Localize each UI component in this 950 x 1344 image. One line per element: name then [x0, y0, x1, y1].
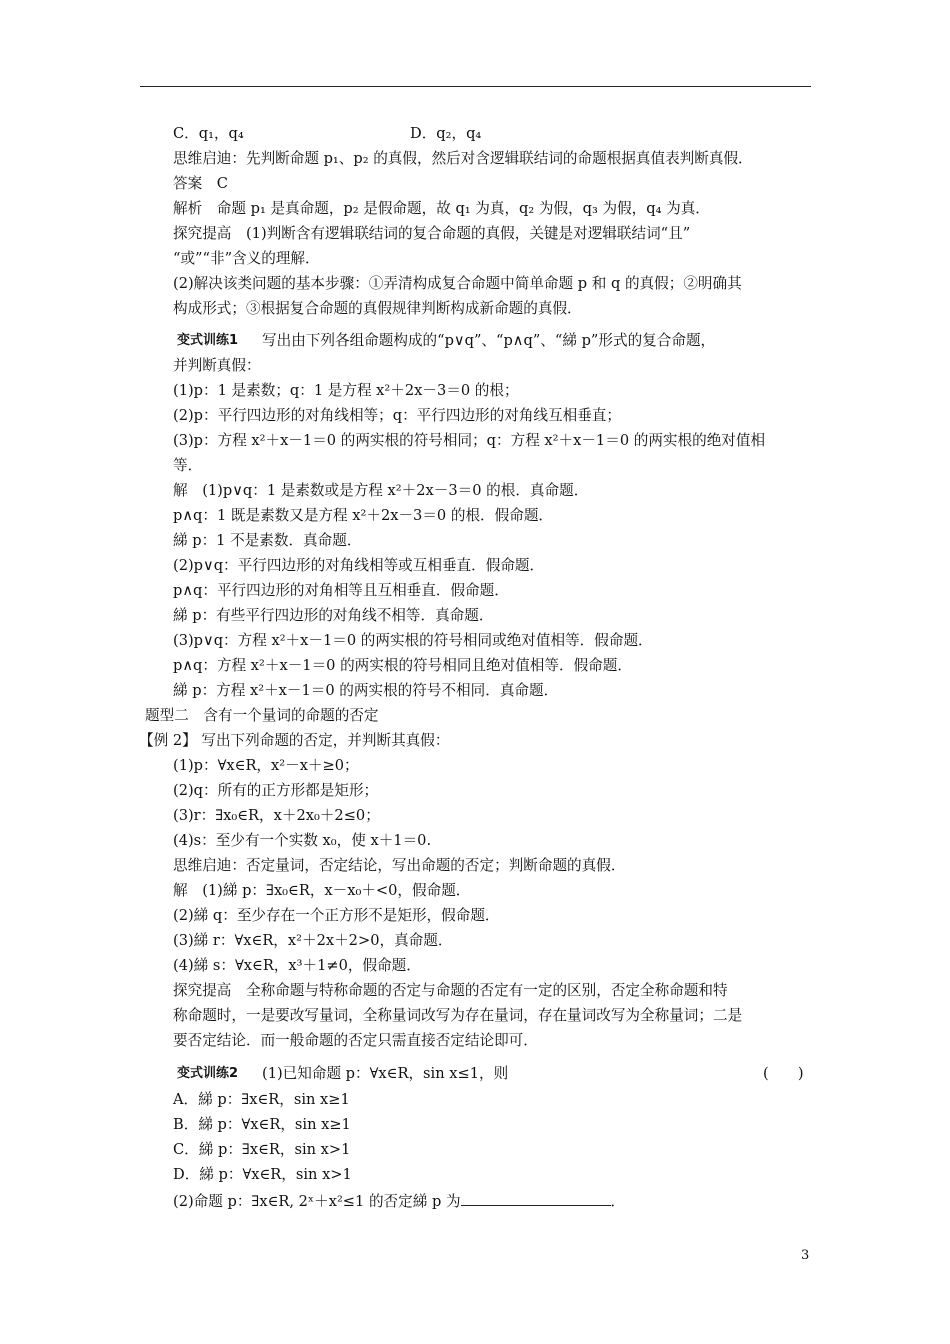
text-line — [173, 1090, 350, 1110]
text-line — [173, 224, 690, 244]
line-text: 写出由下列各组命题构成的“p∨q”、“p∧q”、“綈 p”形式的复合命题， — [262, 332, 716, 349]
line-text: C．q₁，q₄ — [173, 125, 244, 142]
line-text: (2)綈 q：至少存在一个正方形不是矩形，假命题． — [173, 907, 500, 924]
text-line — [173, 1165, 352, 1185]
line-text: (1)p：1 是素数；q：1 是方程 x²＋2x－3＝0 的根； — [173, 382, 519, 399]
line-text: 答案 C — [173, 175, 228, 192]
text-line — [173, 531, 361, 551]
text-line — [173, 299, 582, 319]
line-text: p∧q：平行四边形的对角相等且互相垂直．假命题． — [173, 582, 509, 599]
text-line — [173, 1115, 351, 1135]
line-text: 要否定结论．而一般命题的否定只需直接否定结论即可． — [173, 1032, 538, 1049]
line-text: (2)q：所有的正方形都是矩形； — [173, 782, 379, 799]
text-line — [262, 331, 715, 351]
text-line — [173, 956, 421, 976]
line-text: (3)p：方程 x²＋x－1＝0 的两实根的符号相同；q：方程 x²＋x－1＝0 的两实根的绝对值相 — [173, 432, 766, 449]
text-line — [173, 1140, 350, 1160]
text-line — [173, 1031, 538, 1051]
line-text: p∧q：方程 x²＋x－1＝0 的两实根的符号相同且绝对值相等．假命题． — [173, 657, 632, 674]
line-text-end: ． — [610, 1193, 626, 1210]
line-text: (1)已知命题 p：∀x∈R，sin x≤1，则 — [262, 1065, 509, 1082]
text-line — [173, 149, 753, 169]
line-text: 变式训练2 — [177, 1066, 239, 1081]
text-line — [173, 456, 202, 476]
text-line — [173, 274, 742, 294]
line-text: 题型二 含有一个量词的命题的否定 — [145, 707, 379, 724]
line-text: 思维启迪：先判断命题 p₁、p₂ 的真假，然后对含逻辑联结词的命题根据真值表判断真假． — [173, 150, 753, 167]
line-text: (4)綈 s：∀x∈R，x³＋1≠0，假命题． — [173, 957, 421, 974]
text-line — [173, 931, 452, 951]
text-line — [173, 981, 728, 1001]
line-text: 并判断真假： — [173, 357, 261, 374]
header-rule — [140, 86, 811, 87]
line-text: 等． — [173, 457, 203, 474]
text-line — [173, 506, 553, 526]
line-text: 探究提高 全称命题与特称命题的否定与命题的否定有一定的区别，否定全称命题和特 — [173, 982, 728, 999]
line-text: 解 (1)綈 p：∃x₀∈R，x－x₀＋<0，假命题． — [173, 882, 471, 899]
line-text: (3)綈 r：∀x∈R，x²＋2x＋2>0，真命题． — [173, 932, 453, 949]
line-text: ( ) — [763, 1065, 804, 1082]
text-line — [173, 906, 500, 926]
text-line — [173, 1191, 625, 1212]
page-number: 3 — [801, 1248, 810, 1263]
line-text: (1)p：∀x∈R，x²－x＋≥0； — [173, 757, 359, 774]
line-text: “或”“非”含义的理解． — [173, 250, 320, 267]
line-text: 解析 命题 p₁ 是真命题，p₂ 是假命题，故 q₁ 为真，q₂ 为假，q₃ 为假，q₄ 为真． — [173, 200, 710, 217]
text-line — [173, 431, 765, 451]
exercise-heading — [177, 1064, 238, 1084]
text-line — [173, 581, 509, 601]
line-text: (3)r：∃x₀∈R，x＋2x₀＋2≤0； — [173, 807, 380, 824]
line-text: D．q₂，q₄ — [410, 125, 482, 142]
text-line — [173, 631, 653, 651]
exercise-heading — [177, 331, 238, 351]
text-line — [173, 756, 359, 776]
line-text: (2)命题 p：∃x∈R, 2ˣ＋x²≤1 的否定綈 p 为 — [173, 1193, 461, 1210]
line-text: (2)p：平行四边形的对角线相等；q：平行四边形的对角线互相垂直； — [173, 407, 621, 424]
line-text: (2)p∨q：平行四边形的对角线相等或互相垂直．假命题． — [173, 557, 545, 574]
text-line — [173, 249, 320, 269]
text-line — [173, 356, 261, 376]
text-line — [173, 199, 710, 219]
line-text: 綈 p：1 不是素数．真命题． — [173, 532, 362, 549]
text-line — [173, 481, 588, 501]
text-line — [145, 706, 379, 726]
line-text: 綈 p：有些平行四边形的对角线不相等．真命题． — [173, 607, 494, 624]
text-line — [173, 831, 431, 851]
line-text: (2)解决该类问题的基本步骤：①弄清构成复合命题中简单命题 p 和 q 的真假；②明确其 — [173, 275, 742, 292]
text-line — [763, 1064, 804, 1084]
line-text: 解 (1)p∨q：1 是素数或是方程 x²＋2x－3＝0 的根．真命题． — [173, 482, 589, 499]
text-line — [173, 1006, 742, 1026]
line-text: A．綈 p：∃x∈R，sin x≥1 — [173, 1091, 350, 1108]
line-text: 变式训练1 — [177, 333, 239, 348]
line-text: (4)s：至少有一个实数 x₀，使 x＋1＝0. — [173, 832, 432, 849]
line-text: 探究提高 (1)判断含有逻辑联结词的复合命题的真假，关键是对逻辑联结词“且” — [173, 225, 691, 242]
answer-blank — [461, 1191, 611, 1206]
line-text: C．綈 p：∃x∈R，sin x>1 — [173, 1141, 351, 1158]
text-line — [173, 681, 558, 701]
text-line — [173, 806, 380, 826]
line-text: B．綈 p：∀x∈R，sin x≥1 — [173, 1116, 351, 1133]
text-line — [139, 731, 449, 751]
text-line — [173, 656, 632, 676]
text-line — [173, 124, 244, 144]
text-line — [173, 556, 544, 576]
line-text: 构成形式；③根据复合命题的真假规律判断构成新命题的真假． — [173, 300, 582, 317]
text-line — [173, 381, 519, 401]
line-text: 綈 p：方程 x²＋x－1＝0 的两实根的符号不相同．真命题． — [173, 682, 559, 699]
line-text: 称命题时，一是要改写量词，全称量词改写为存在量词，存在量词改写为全称量词；二是 — [173, 1007, 743, 1024]
text-line — [173, 406, 621, 426]
line-text: p∧q：1 既是素数又是方程 x²＋2x－3＝0 的根．假命题． — [173, 507, 554, 524]
text-line — [410, 124, 481, 144]
text-line — [173, 606, 493, 626]
line-text: 思维启迪：否定量词，否定结论，写出命题的否定；判断命题的真假． — [173, 857, 626, 874]
text-line — [173, 781, 378, 801]
line-text: 【例 2】 写出下列命题的否定，并判断其真假： — [139, 732, 450, 749]
text-line — [173, 174, 228, 194]
text-line — [173, 856, 625, 876]
line-text: (3)p∨q：方程 x²＋x－1＝0 的两实根的符号相同或绝对值相等．假命题． — [173, 632, 653, 649]
line-text: D．綈 p：∀x∈R，sin x>1 — [173, 1166, 352, 1183]
text-line — [173, 881, 470, 901]
text-line — [262, 1064, 508, 1084]
